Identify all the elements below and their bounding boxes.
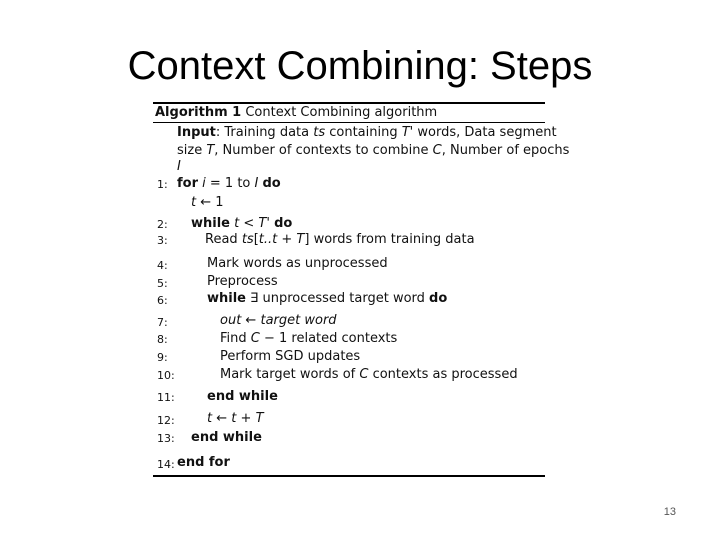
text: ] words from training data bbox=[304, 232, 475, 247]
var: t bbox=[207, 411, 213, 426]
algo-line-13 bbox=[191, 430, 262, 446]
line-number: 14: bbox=[157, 458, 175, 471]
text: Find bbox=[220, 331, 251, 346]
var-C: C bbox=[432, 143, 442, 158]
bottom-rule bbox=[153, 475, 545, 477]
line-number: 6: bbox=[157, 294, 168, 307]
text: ← bbox=[212, 411, 232, 426]
text: ∃ unprocessed target word bbox=[246, 291, 430, 306]
var: i bbox=[202, 176, 206, 191]
line-number: 13: bbox=[157, 432, 175, 445]
algo-line-10 bbox=[220, 367, 518, 383]
algo-line-4: Mark words as unprocessed bbox=[207, 256, 388, 271]
keyword: do bbox=[262, 176, 281, 191]
keyword: end for bbox=[177, 455, 230, 470]
line-number: 2: bbox=[157, 218, 168, 231]
var: C bbox=[359, 367, 369, 382]
var: out bbox=[220, 313, 242, 328]
var: t bbox=[191, 195, 197, 210]
line-number: 1: bbox=[157, 178, 168, 191]
var: target word bbox=[260, 313, 337, 328]
text: + bbox=[236, 411, 256, 426]
caption-text: Context Combining algorithm bbox=[245, 105, 438, 120]
line-number: 5: bbox=[157, 277, 168, 290]
var: T bbox=[255, 411, 264, 426]
keyword: end while bbox=[207, 389, 278, 404]
input-line-2 bbox=[177, 143, 569, 159]
var: t..t bbox=[258, 232, 278, 247]
var: T' bbox=[258, 216, 270, 231]
text: Read bbox=[205, 232, 242, 247]
algo-line-5: Preprocess bbox=[207, 274, 278, 289]
var: t bbox=[234, 216, 240, 231]
text: [ bbox=[253, 232, 259, 247]
text: Mark target words of bbox=[220, 367, 360, 382]
text: ← bbox=[241, 313, 261, 328]
keyword: do bbox=[429, 291, 448, 306]
var: ts bbox=[241, 232, 254, 247]
text: : Training data bbox=[215, 125, 314, 140]
slide-title: Context Combining: Steps bbox=[127, 44, 593, 88]
line-number: 9: bbox=[157, 351, 168, 364]
text: − 1 related contexts bbox=[259, 331, 398, 346]
algo-line-14 bbox=[177, 455, 230, 471]
var-T: T bbox=[206, 143, 215, 158]
line-number: 10: bbox=[157, 369, 175, 382]
algo-line-8 bbox=[220, 331, 397, 347]
text: , Number of contexts to combine bbox=[214, 143, 433, 158]
text: words, Data segment bbox=[413, 125, 557, 140]
var: T bbox=[296, 232, 305, 247]
caption-rule bbox=[153, 122, 545, 123]
algo-line-9: Perform SGD updates bbox=[220, 349, 361, 364]
text: < bbox=[239, 216, 259, 231]
keyword: do bbox=[274, 216, 293, 231]
text: contexts as processed bbox=[368, 367, 518, 382]
keyword: while bbox=[191, 216, 230, 231]
input-keyword: Input bbox=[177, 125, 216, 140]
keyword: for bbox=[177, 176, 198, 191]
algo-line-init bbox=[191, 195, 224, 211]
text: containing bbox=[325, 125, 402, 140]
var: C bbox=[250, 331, 260, 346]
keyword: end while bbox=[191, 430, 262, 445]
var: I bbox=[254, 176, 259, 191]
algo-line-12 bbox=[207, 411, 264, 427]
input-line-1 bbox=[177, 125, 557, 141]
line-number: 7: bbox=[157, 316, 168, 329]
input-line-3 bbox=[177, 159, 181, 175]
algo-line-7 bbox=[220, 313, 337, 329]
algo-line-1 bbox=[177, 176, 281, 192]
algorithm-caption bbox=[155, 105, 437, 120]
top-rule bbox=[153, 102, 545, 104]
line-number: 8: bbox=[157, 333, 168, 346]
var-ts: ts bbox=[313, 125, 326, 140]
var: t bbox=[231, 411, 237, 426]
algo-line-11 bbox=[207, 389, 278, 405]
caption-label: Algorithm 1 bbox=[155, 105, 242, 120]
algorithm-box bbox=[153, 100, 570, 480]
text: + bbox=[277, 232, 297, 247]
keyword: while bbox=[207, 291, 246, 306]
line-number: 4: bbox=[157, 259, 168, 272]
var-I: I bbox=[177, 159, 181, 174]
var-T-prime: T' bbox=[401, 125, 414, 140]
algo-line-6 bbox=[207, 291, 447, 307]
page-number: 13 bbox=[663, 506, 676, 518]
text: size bbox=[177, 143, 207, 158]
text: , Number of epochs bbox=[441, 143, 570, 158]
algo-line-2 bbox=[191, 216, 292, 232]
text: = 1 to bbox=[205, 176, 255, 191]
line-number: 3: bbox=[157, 234, 168, 247]
text: ← 1 bbox=[196, 195, 224, 210]
line-number: 12: bbox=[157, 414, 175, 427]
algo-line-3 bbox=[205, 232, 475, 248]
line-number: 11: bbox=[157, 391, 175, 404]
